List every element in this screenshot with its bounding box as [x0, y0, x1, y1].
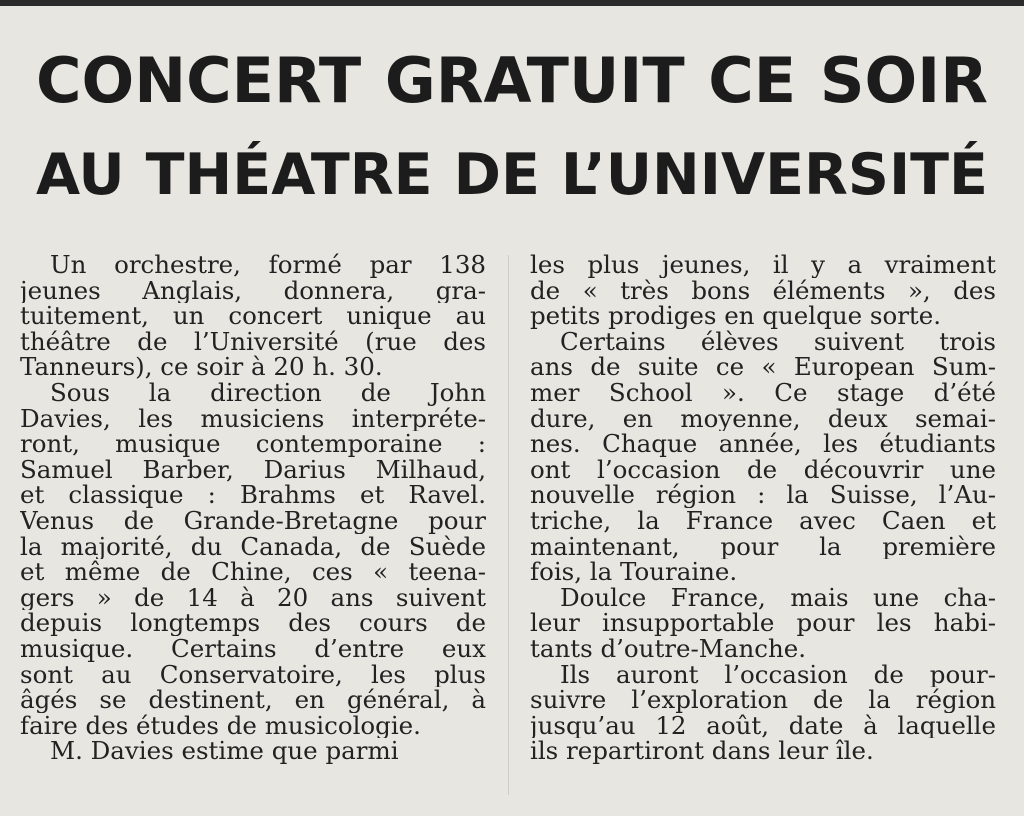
article-line: Sous la direction de John [50, 379, 486, 406]
article-line: Un orchestre, formé par 138 [50, 252, 486, 278]
article-line: tuitement, un concert unique au [20, 303, 486, 329]
article-line: jeunes Anglais, donnera, gra- [20, 277, 486, 304]
article-line: dure, en moyenne, deux semai- [530, 405, 996, 432]
top-rule [0, 0, 1024, 6]
article-line: gers » de 14 à 20 ans suivent [20, 584, 486, 611]
article-line: ans de suite ce « European Sum- [530, 354, 996, 380]
headline-line-2: AU THÉATRE DE L’UNIVERSITÉ [36, 142, 988, 208]
article-line: Tanneurs), ce soir à 20 h. 30. [20, 354, 383, 380]
article-line: jusqu’au 12 août, date à laquelle [530, 712, 996, 739]
article-line: M. Davies estime que parmi [50, 738, 399, 764]
article-line: leur insupportable pour les habi- [530, 610, 996, 636]
article-line: Certains élèves suivent trois [560, 328, 996, 355]
article-line: et classique : Brahms et Ravel. [20, 482, 486, 508]
article-line: fois, la Touraine. [530, 559, 738, 585]
article-line: Doulce France, mais une cha- [560, 584, 996, 611]
article-line: la majorité, du Canada, de Suède [20, 533, 486, 560]
article-line: triche, la France avec Caen et [530, 507, 996, 534]
article-line: âgés se destinent, en général, à [20, 687, 486, 713]
article-line: ont l’occasion de découvrir une [530, 456, 996, 483]
article-column-right [530, 252, 996, 764]
column-divider [508, 255, 509, 795]
article-line: tants d’outre-Manche. [530, 635, 807, 662]
article-line: Venus de Grande-Bretagne pour [20, 507, 486, 534]
article-line: faire des études de musicologie. [20, 712, 421, 739]
article-line: mer School ». Ce stage d’été [530, 379, 996, 406]
article-line: maintenant, pour la première [530, 533, 996, 560]
article-line: musique. Certains d’entre eux [20, 635, 486, 662]
article-line: ils repartiront dans leur île. [530, 738, 874, 764]
article-line: suivre l’exploration de la région [530, 687, 996, 713]
article-line: nouvelle région : la Suisse, l’Au- [530, 482, 996, 508]
article-line: petits prodiges en quelque sorte. [530, 303, 942, 329]
article-line: depuis longtemps des cours de [20, 610, 486, 636]
article-line: théâtre de l’Université (rue des [20, 328, 486, 355]
article-line: Ils auront l’occasion de pour- [560, 661, 996, 688]
article-line: et même de Chine, ces « teena- [20, 559, 486, 585]
article-line: Davies, les musiciens interpréte- [20, 405, 486, 432]
article-line: ront, musique contemporaine : [20, 431, 486, 457]
article-line: Samuel Barber, Darius Milhaud, [20, 456, 486, 483]
article-line: sont au Conservatoire, les plus [20, 661, 486, 688]
article-line: de « très bons éléments », des [530, 277, 996, 304]
article-column-left [20, 252, 486, 764]
headline-line-1: CONCERT GRATUIT CE SOIR [36, 44, 988, 117]
article-line: les plus jeunes, il y a vraiment [530, 252, 996, 278]
article-line: nes. Chaque année, les étudiants [530, 431, 996, 457]
